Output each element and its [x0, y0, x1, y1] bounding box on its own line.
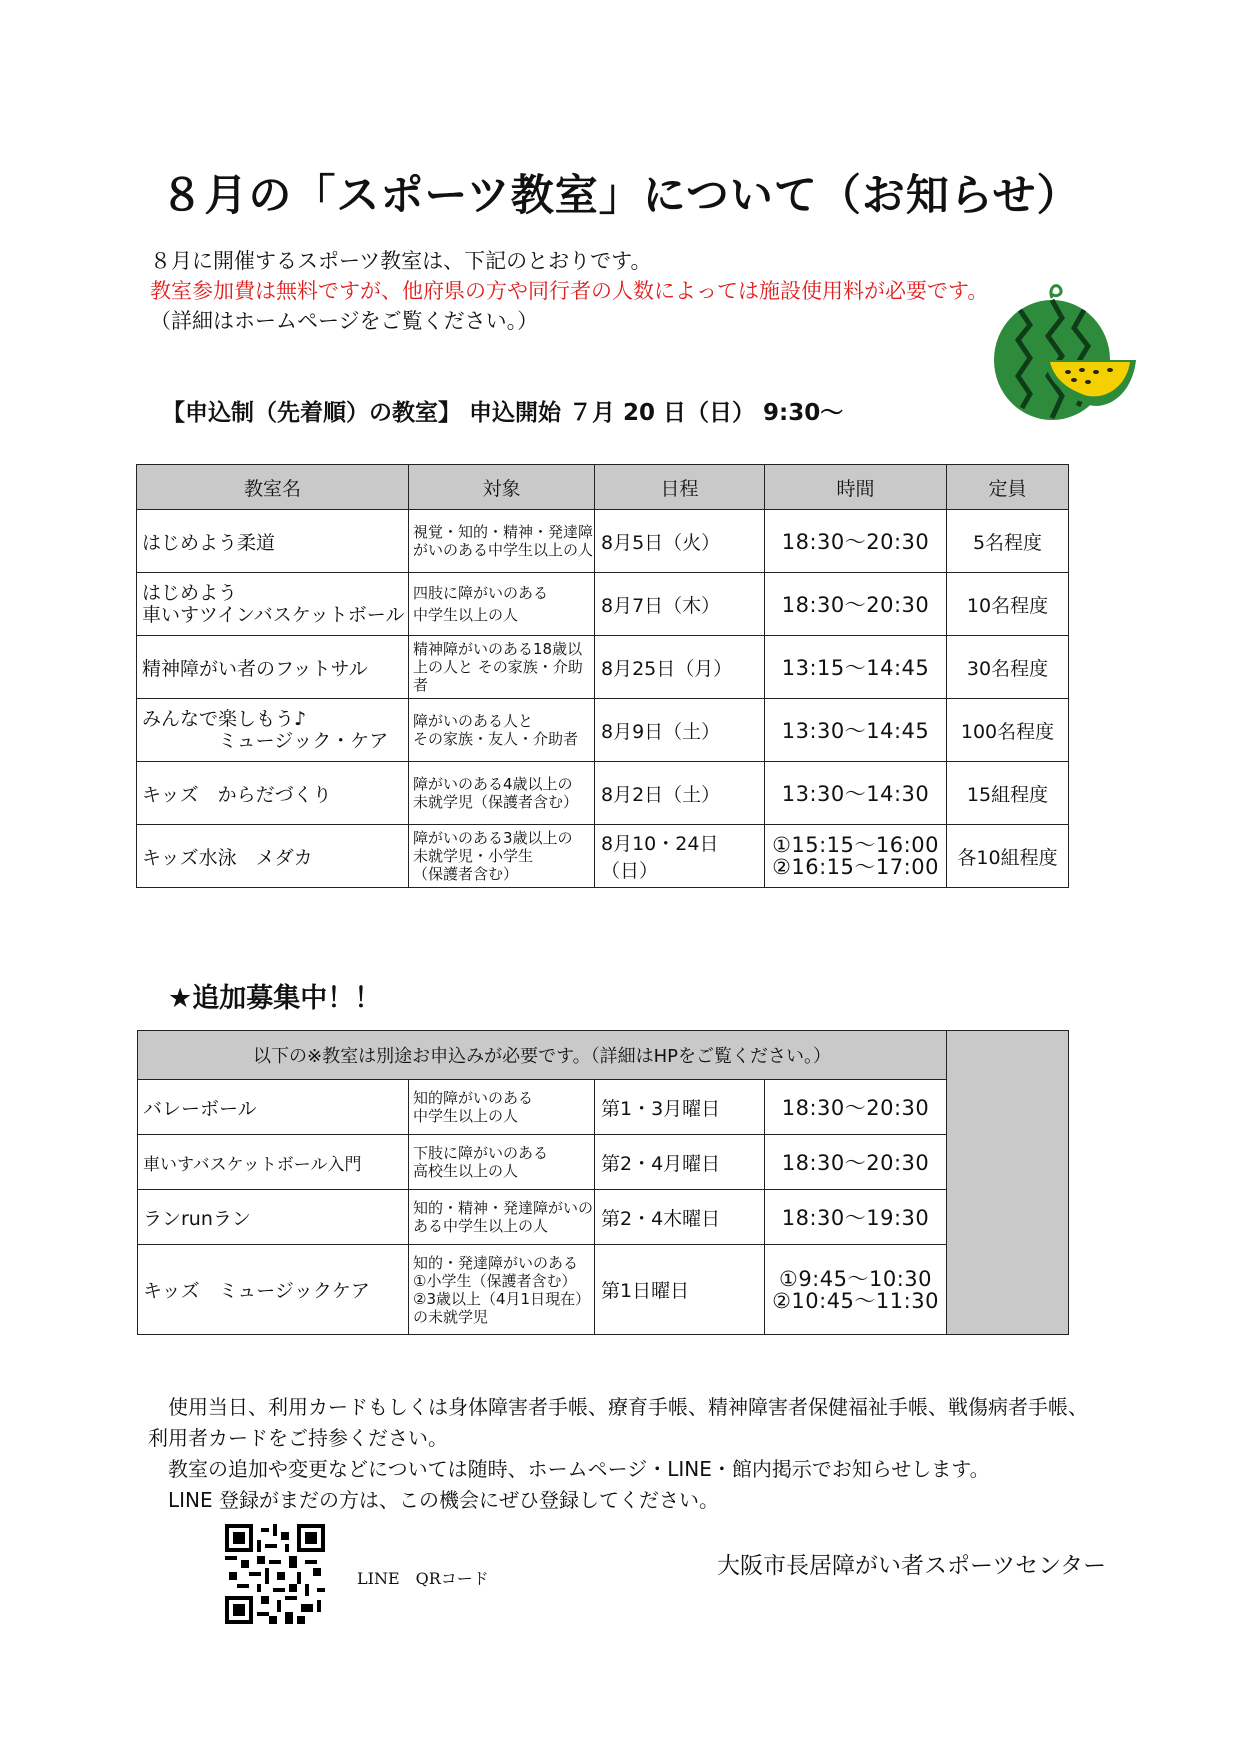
table-row — [137, 636, 1069, 699]
class-name: キッズ水泳 メダカ — [137, 825, 409, 888]
section-heading-applications: 【申込制（先着順）の教室】 申込開始 ７月 20 日（日） 9:30～ — [162, 400, 844, 426]
capacity: 15組程度 — [947, 762, 1069, 825]
table-note: 以下の※教室は別途お申込みが必要です。（詳細はHPをご覧ください。） — [138, 1031, 947, 1080]
qr-code-label: LINE QRコード — [357, 1569, 489, 1588]
table-header-row — [138, 1031, 1069, 1080]
usage-notes — [148, 1392, 1148, 1516]
page-title: ８月の「スポーツ教室」について（お知らせ） — [160, 171, 1081, 221]
section-heading-additional: ★追加募集中！！ — [168, 983, 382, 1014]
table-header-row — [137, 465, 1069, 510]
column-header: 定員 — [947, 465, 1069, 510]
capacity: 10名程度 — [947, 573, 1069, 636]
class-name: 車いすバスケットボール入門 — [138, 1135, 409, 1190]
time-slot: ①9:45～10:30 ②10:45～11:30 — [765, 1245, 947, 1335]
time-slot: 18:30～20:30 — [765, 1080, 947, 1135]
schedule-date: 第1日曜日 — [595, 1245, 765, 1335]
schedule-date: 第2・4月曜日 — [595, 1135, 765, 1190]
intro-line-2-notice: 教室参加費は無料ですが、他府県の方や同行者の人数によっては施設使用料が必要です。 — [150, 279, 989, 303]
target-audience: 精神障がいのある18歳以上の人と その家族・介助者 — [409, 636, 595, 699]
time-slot: 13:30～14:30 — [765, 762, 947, 825]
column-header: 教室名 — [137, 465, 409, 510]
schedule-date: 8月9日（土） — [595, 699, 765, 762]
table-row — [138, 1135, 1069, 1190]
time-slot: 18:30～20:30 — [765, 1135, 947, 1190]
schedule-date: 第1・3月曜日 — [595, 1080, 765, 1135]
time-slot: 18:30～19:30 — [765, 1190, 947, 1245]
target-audience: 障がいのある4歳以上の 未就学児（保護者含む） — [409, 762, 595, 825]
time-slot: 18:30～20:30 — [765, 573, 947, 636]
time-slot: 18:30～20:30 — [765, 510, 947, 573]
gray-column — [947, 1031, 1069, 1335]
note-line-2: 利用者カードをご持参ください。 — [148, 1426, 448, 1450]
class-name: キッズ ミュージックケア — [138, 1245, 409, 1335]
target-audience: 知的障がいのある 中学生以上の人 — [409, 1080, 595, 1135]
schedule-table — [136, 464, 1069, 888]
column-header: 対象 — [409, 465, 595, 510]
qr-code-icon[interactable] — [225, 1524, 325, 1628]
table-row — [138, 1190, 1069, 1245]
time-slot: 13:15～14:45 — [765, 636, 947, 699]
table-row — [137, 762, 1069, 825]
time-slot: ①15:15～16:00 ②16:15～17:00 — [765, 825, 947, 888]
target-audience: 障がいのある人と その家族・友人・介助者 — [409, 699, 595, 762]
table-row — [137, 510, 1069, 573]
class-name: キッズ からだづくり — [137, 762, 409, 825]
note-line-4: LINE 登録がまだの方は、この機会にぜひ登録してください。 — [168, 1488, 719, 1512]
additional-table — [137, 1030, 1069, 1335]
schedule-date: 8月25日（月） — [595, 636, 765, 699]
table-row — [137, 825, 1069, 888]
class-name: 精神障がい者のフットサル — [137, 636, 409, 699]
time-slot: 13:30～14:45 — [765, 699, 947, 762]
organization-name: 大阪市長居障がい者スポーツセンター — [717, 1553, 1107, 1579]
class-name: みんなで楽しもう♪ ミュージック・ケア — [137, 699, 409, 762]
schedule-date: 8月2日（土） — [595, 762, 765, 825]
table-row — [138, 1080, 1069, 1135]
column-header: 日程 — [595, 465, 765, 510]
table-row — [138, 1245, 1069, 1335]
class-name: バレーボール — [138, 1080, 409, 1135]
target-audience: 知的・発達障がいのある ①小学生（保護者含む） ②3歳以上（4月1日現在）の未就学児 — [409, 1245, 595, 1335]
target-audience: 四肢に障がいのある 中学生以上の人 — [409, 573, 595, 636]
class-name: ランrunラン — [138, 1190, 409, 1245]
schedule-date: 8月5日（火） — [595, 510, 765, 573]
target-audience: 視覚・知的・精神・発達障がいのある中学生以上の人 — [409, 510, 595, 573]
class-name: はじめよう柔道 — [137, 510, 409, 573]
intro-line-1: ８月に開催するスポーツ教室は、下記のとおりです。 — [150, 249, 652, 273]
class-name: はじめよう 車いすツインバスケットボール — [137, 573, 409, 636]
target-audience: 障がいのある3歳以上の 未就学児・小学生 （保護者含む） — [409, 825, 595, 888]
schedule-date: 8月7日（木） — [595, 573, 765, 636]
table-row — [137, 573, 1069, 636]
capacity: 100名程度 — [947, 699, 1069, 762]
target-audience: 知的・精神・発達障がいのある中学生以上の人 — [409, 1190, 595, 1245]
target-audience: 下肢に障がいのある 高校生以上の人 — [409, 1135, 595, 1190]
column-header: 時間 — [765, 465, 947, 510]
schedule-date: 8月10・24日（日） — [595, 825, 765, 888]
capacity: 30名程度 — [947, 636, 1069, 699]
watermelon-icon — [990, 280, 1140, 434]
capacity: 各10組程度 — [947, 825, 1069, 888]
note-line-1: 使用当日、利用カードもしくは身体障害者手帳、療育手帳、精神障害者保健福祉手帳、戦傷病者手帳、 — [168, 1395, 1088, 1419]
table-row — [137, 699, 1069, 762]
intro-line-3: （詳細はホームページをご覧ください。） — [150, 309, 539, 333]
note-line-3: 教室の追加や変更などについては随時、ホームページ・LINE・館内掲示でお知らせします。 — [168, 1457, 990, 1481]
capacity: 5名程度 — [947, 510, 1069, 573]
schedule-date: 第2・4木曜日 — [595, 1190, 765, 1245]
